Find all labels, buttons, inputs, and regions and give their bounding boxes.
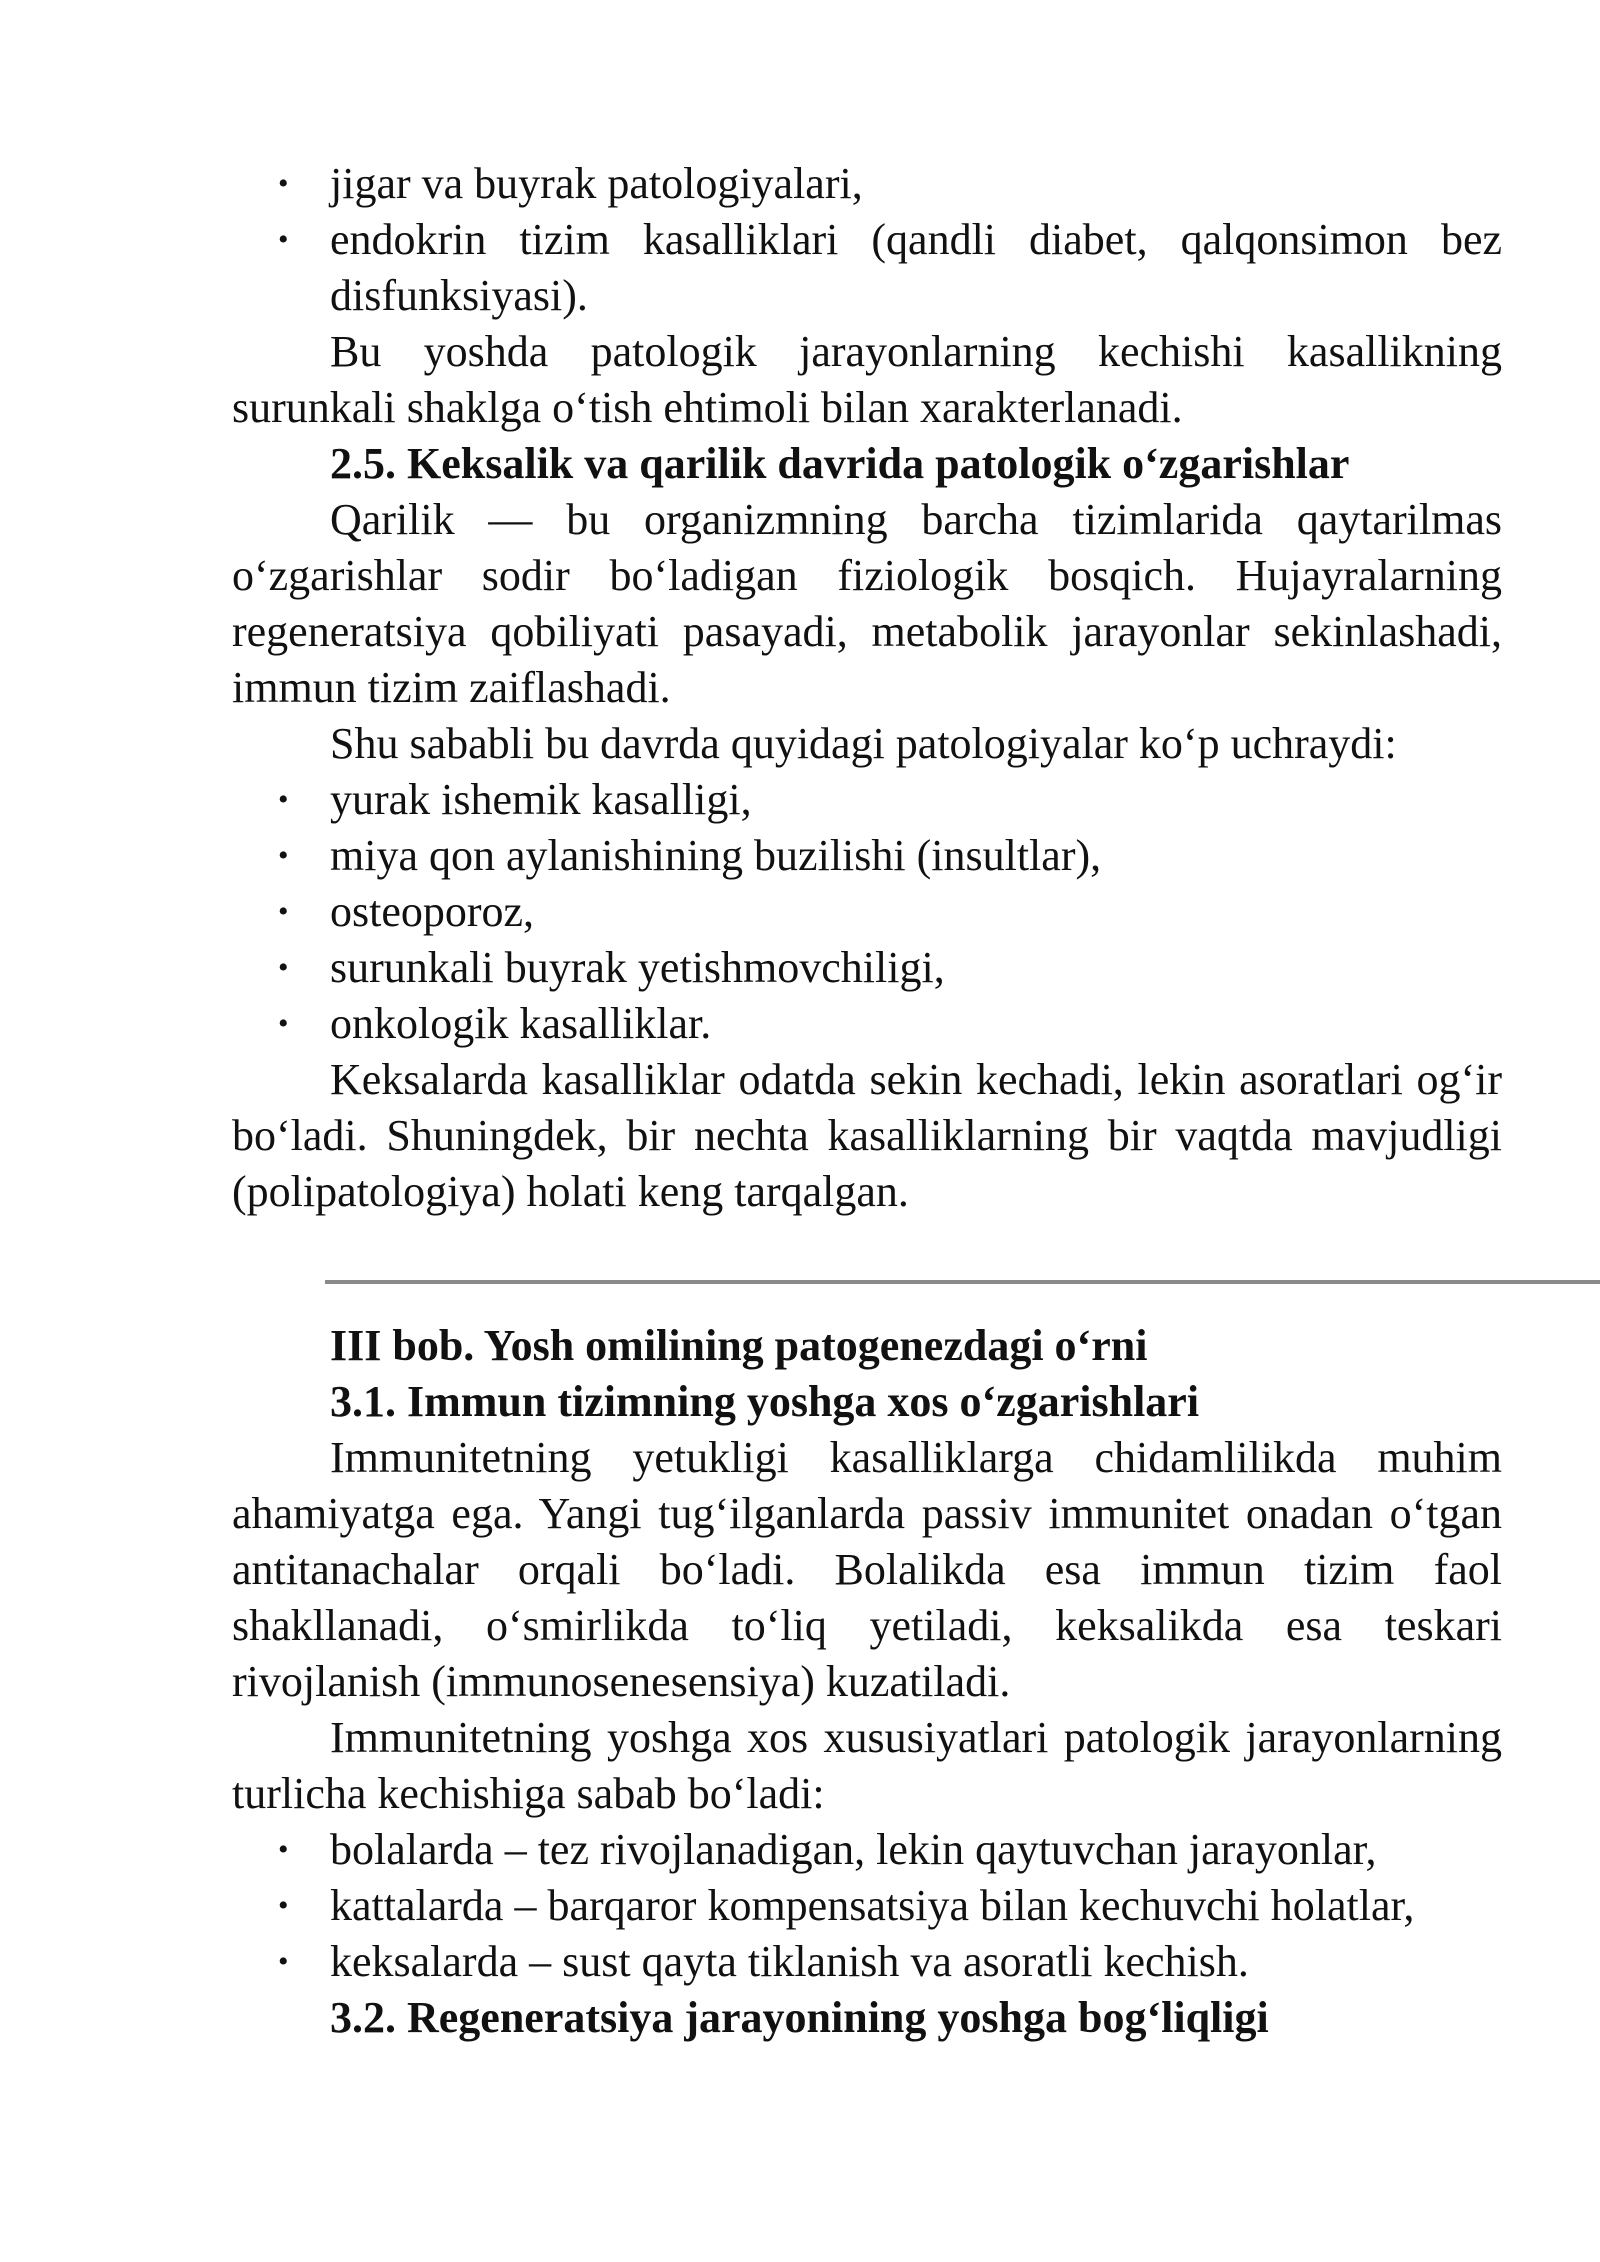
list-item: • kattalarda – barqaror kompensatsiya bilan kechuvchi holatlar, <box>330 1878 1502 1934</box>
horizontal-divider <box>325 1280 1600 1284</box>
chapter-title: III bob. Yosh omilining patogenezdagi o‘rni <box>330 1321 1148 1370</box>
disease-list-adults <box>232 156 1502 324</box>
disease-list-elderly <box>232 772 1502 1052</box>
list-item: • miya qon aylanishining buzilishi (insultlar), <box>330 828 1502 884</box>
paragraph: Immunitetning yoshga xos xususiyatlari patologik jarayonlarning turlicha kechishiga sabab bo‘ladi: <box>232 1713 1502 1818</box>
list-item: • jigar va buyrak patologiyalari, <box>330 156 1502 212</box>
list-item: • yurak ishemik kasalligi, <box>330 772 1502 828</box>
list-item: • bolalarda – tez rivojlanadigan, lekin qaytuvchan jarayonlar, <box>330 1822 1502 1878</box>
list-item: • onkologik kasalliklar. <box>330 996 1502 1052</box>
paragraph: Shu sababli bu davrda quyidagi patologiyalar ko‘p uchraydi: <box>330 719 1397 768</box>
section-heading-3-2: 3.2. Regeneratsiya jarayonining yoshga bog‘liqligi <box>330 1993 1269 2042</box>
section-heading-3-1: 3.1. Immun tizimning yoshga xos o‘zgarishlari <box>330 1377 1200 1426</box>
chapter-3 <box>232 1318 1502 2046</box>
section-heading-2-5: 2.5. Keksalik va qarilik davrida patologik o‘zgarishlar <box>330 439 1350 488</box>
list-item: • keksalarda – sust qayta tiklanish va asoratli kechish. <box>330 1934 1502 1990</box>
list-item: • osteoporoz, <box>330 884 1502 940</box>
list-item: • surunkali buyrak yetishmovchiligi, <box>330 940 1502 996</box>
paragraph: Bu yoshda patologik jarayonlarning kechishi kasallikning surunkali shaklga o‘tish ehtimoli bilan xarakterlanadi. <box>232 327 1502 432</box>
list-item: • endokrin tizim kasalliklari (qandli diabet, qalqonsimon bez disfunksiyasi). <box>330 212 1502 324</box>
paragraph: Qarilik — bu organizmning barcha tizimlarida qaytarilmas o‘zgarishlar sodir bo‘ladigan fiziologik bosqich. Hujayralarning regeneratsiya qobiliyati pasayadi, metabolik jarayonlar sekinlashadi, immun tizim zaiflashadi. <box>232 495 1502 712</box>
age-course-list <box>232 1822 1502 1990</box>
paragraph: Keksalarda kasalliklar odatda sekin kechadi, lekin asoratlari og‘ir bo‘ladi. Shuningdek, bir nechta kasalliklarning bir vaqtda mavjudligi (polipatologiya) holati keng tarqalgan. <box>232 1055 1502 1216</box>
section-2-4-end-and-2-5 <box>232 156 1502 1220</box>
paragraph: Immunitetning yetukligi kasalliklarga chidamlilikda muhim ahamiyatga ega. Yangi tug‘ilganlarda passiv immunitet onadan o‘tgan antitanachalar orqali bo‘ladi. Bolalikda esa immun tizim faol shakllanadi, o‘smirlikda to‘liq yetiladi, keksalikda esa teskari rivojlanish (immunosenesensiya) kuzatiladi. <box>232 1433 1502 1706</box>
